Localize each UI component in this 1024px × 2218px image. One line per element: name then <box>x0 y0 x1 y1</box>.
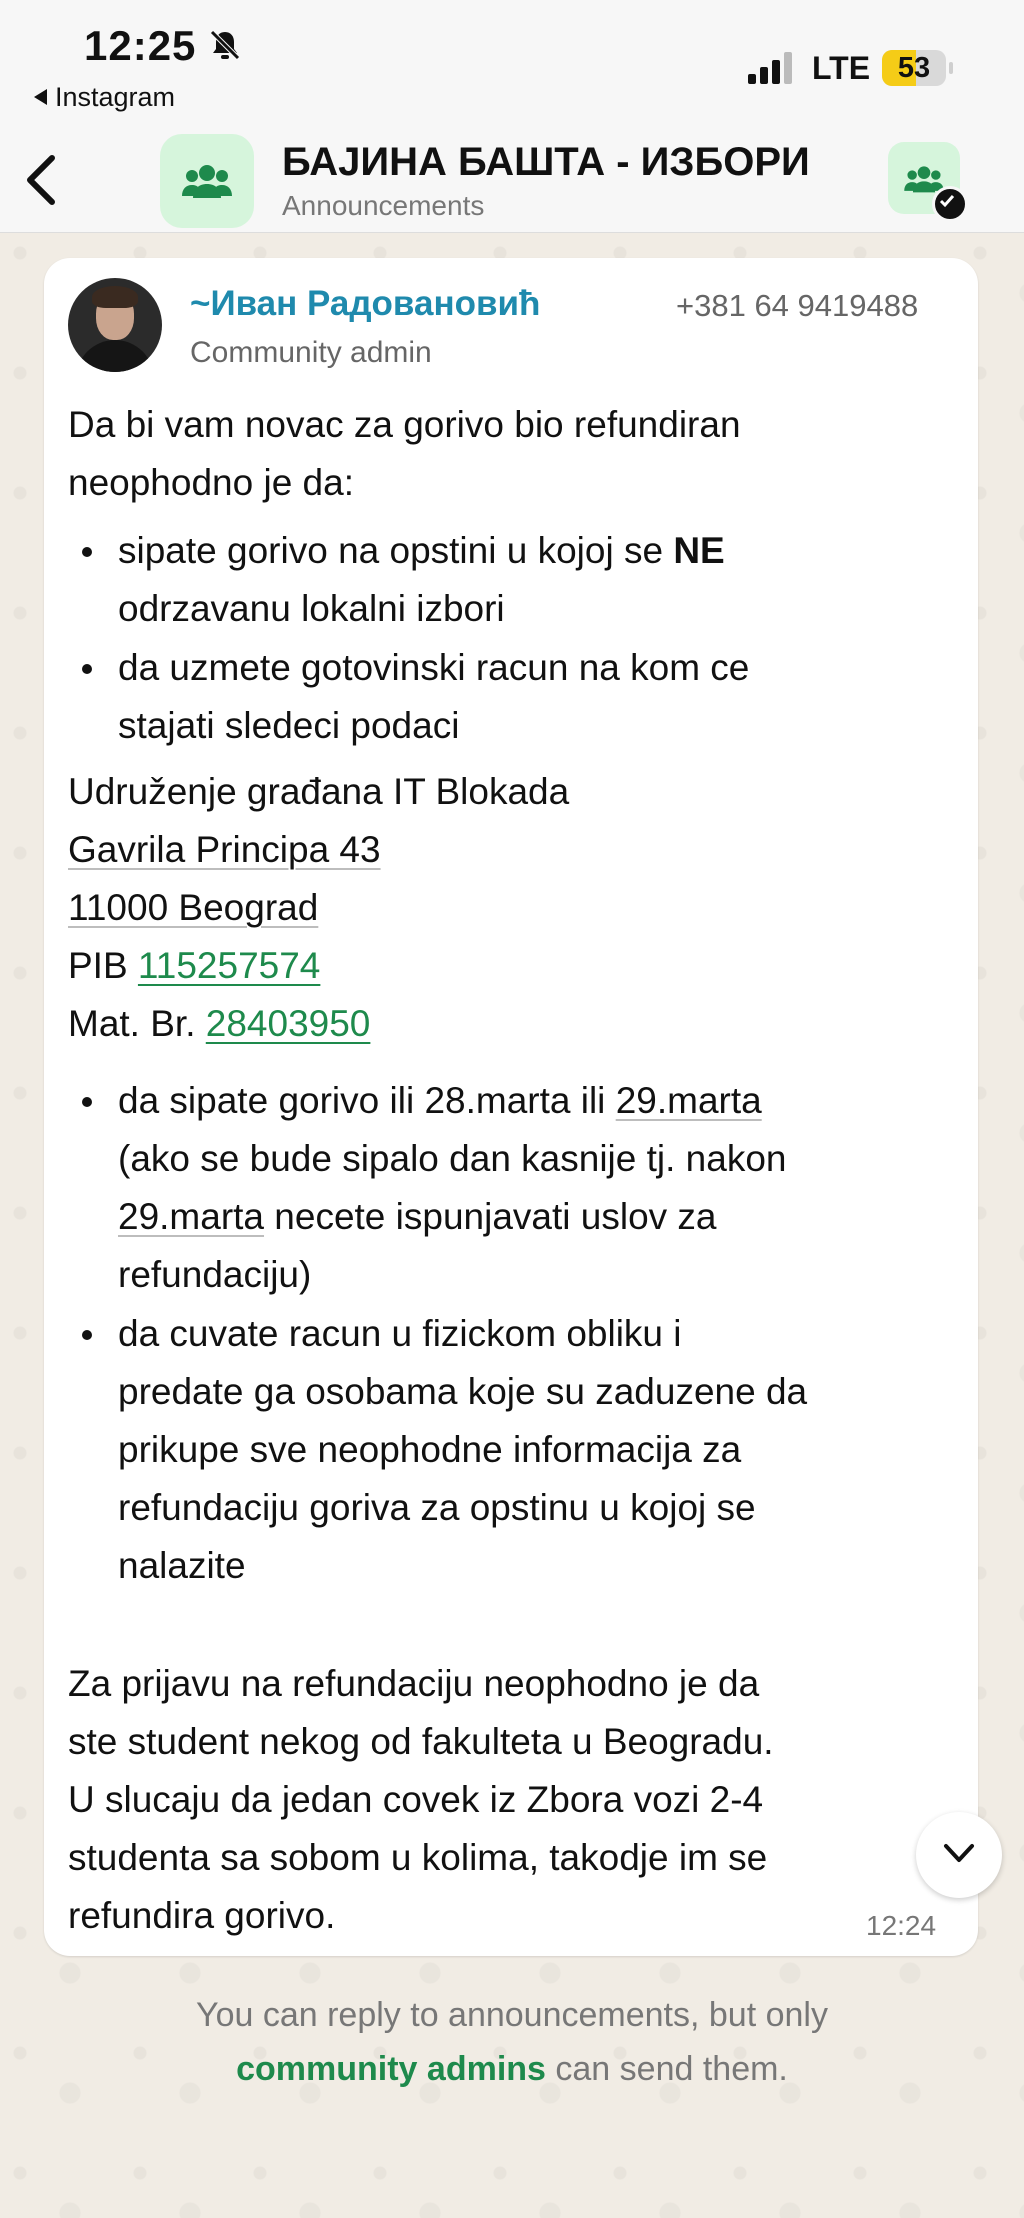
chat-header <box>0 120 1024 233</box>
bullet-dot <box>82 664 92 674</box>
mat-link[interactable]: 28403950 <box>205 1003 371 1044</box>
community-admins-link[interactable]: community admins <box>236 2050 546 2088</box>
city-link[interactable]: 11000 Beograd <box>68 887 319 928</box>
list-item: da cuvate racun u fizickom obliku i predate ga osobama koje su zaduzene da prikupe sve neophodne informacija za refundaciju goriva za opstinu u kojoj se nalazite <box>118 1313 808 1586</box>
organization-details: Udruženje građana IT Blokada Gavrila Principa 43 11000 Beograd PIB 115257574 Mat. Br. 28403950 <box>68 763 569 1053</box>
chevron-down-icon <box>942 1842 976 1866</box>
message-intro: Da bi vam novac za gorivo bio refundiran neophodno je da: <box>68 404 741 503</box>
back-app-label: Instagram <box>55 82 176 112</box>
sender-avatar[interactable] <box>68 278 162 372</box>
network-type: LTE <box>812 50 871 86</box>
pib-link[interactable]: 115257574 <box>137 945 321 986</box>
sender-phone[interactable]: +381 64 9419488 <box>676 288 919 323</box>
bullet-dot <box>82 547 92 557</box>
back-to-app-link[interactable] <box>34 82 175 113</box>
list-item: sipate gorivo na opstini u kojoj se NE odrzavanu lokalni izbori <box>118 530 725 629</box>
message-closing: Za prijavu na refundaciju neophodno je da ste student nekog od fakulteta u Beogradu. U slucaju da jedan covek iz Zbora vozi 2-4 studenta sa sobom u kolima, takodje im se refundira gorivo. <box>68 1663 774 1936</box>
sender-role: Community admin <box>190 336 432 369</box>
address-link[interactable]: Gavrila Principa 43 <box>68 829 381 870</box>
status-bar <box>0 0 1024 120</box>
sender-name[interactable]: ~Иван Радовановић <box>190 284 541 323</box>
group-avatar[interactable] <box>160 134 254 228</box>
bullet-dot <box>82 1097 92 1107</box>
message-timestamp: 12:24 <box>866 1910 937 1941</box>
bullet-dot <box>82 1330 92 1340</box>
community-avatar[interactable] <box>888 142 960 214</box>
announcement-note: You can reply to announcements, but only community admins can send them. <box>196 1996 828 2088</box>
list-item: da sipate gorivo ili 28.marta ili 29.marta (ako se bude sipalo dan kasnije tj. nakon 29.marta necete ispunjavati uslov za refundaciju) <box>118 1080 787 1295</box>
org-name: Udruženje građana IT Blokada <box>68 771 570 812</box>
verified-check-icon <box>932 186 968 222</box>
battery-percent: 53 <box>897 52 931 84</box>
scroll-down-button[interactable] <box>916 1812 1002 1898</box>
bell-muted-icon <box>208 28 242 62</box>
date-link[interactable]: 29.marta <box>118 1196 265 1237</box>
date-link[interactable]: 29.marta <box>615 1080 762 1121</box>
list-item: da uzmete gotovinski racun na kom ce stajati sledeci podaci <box>118 647 750 746</box>
community-icon <box>182 162 232 200</box>
chat-subtitle: Announcements <box>282 190 485 221</box>
clock: 12:25 <box>84 22 197 69</box>
signal-icon <box>748 52 794 84</box>
chat-title[interactable]: БАЈИНА БАШТА - ИЗБОРИ <box>282 140 810 184</box>
battery-icon <box>882 50 954 86</box>
chevron-left-icon[interactable] <box>22 152 62 208</box>
